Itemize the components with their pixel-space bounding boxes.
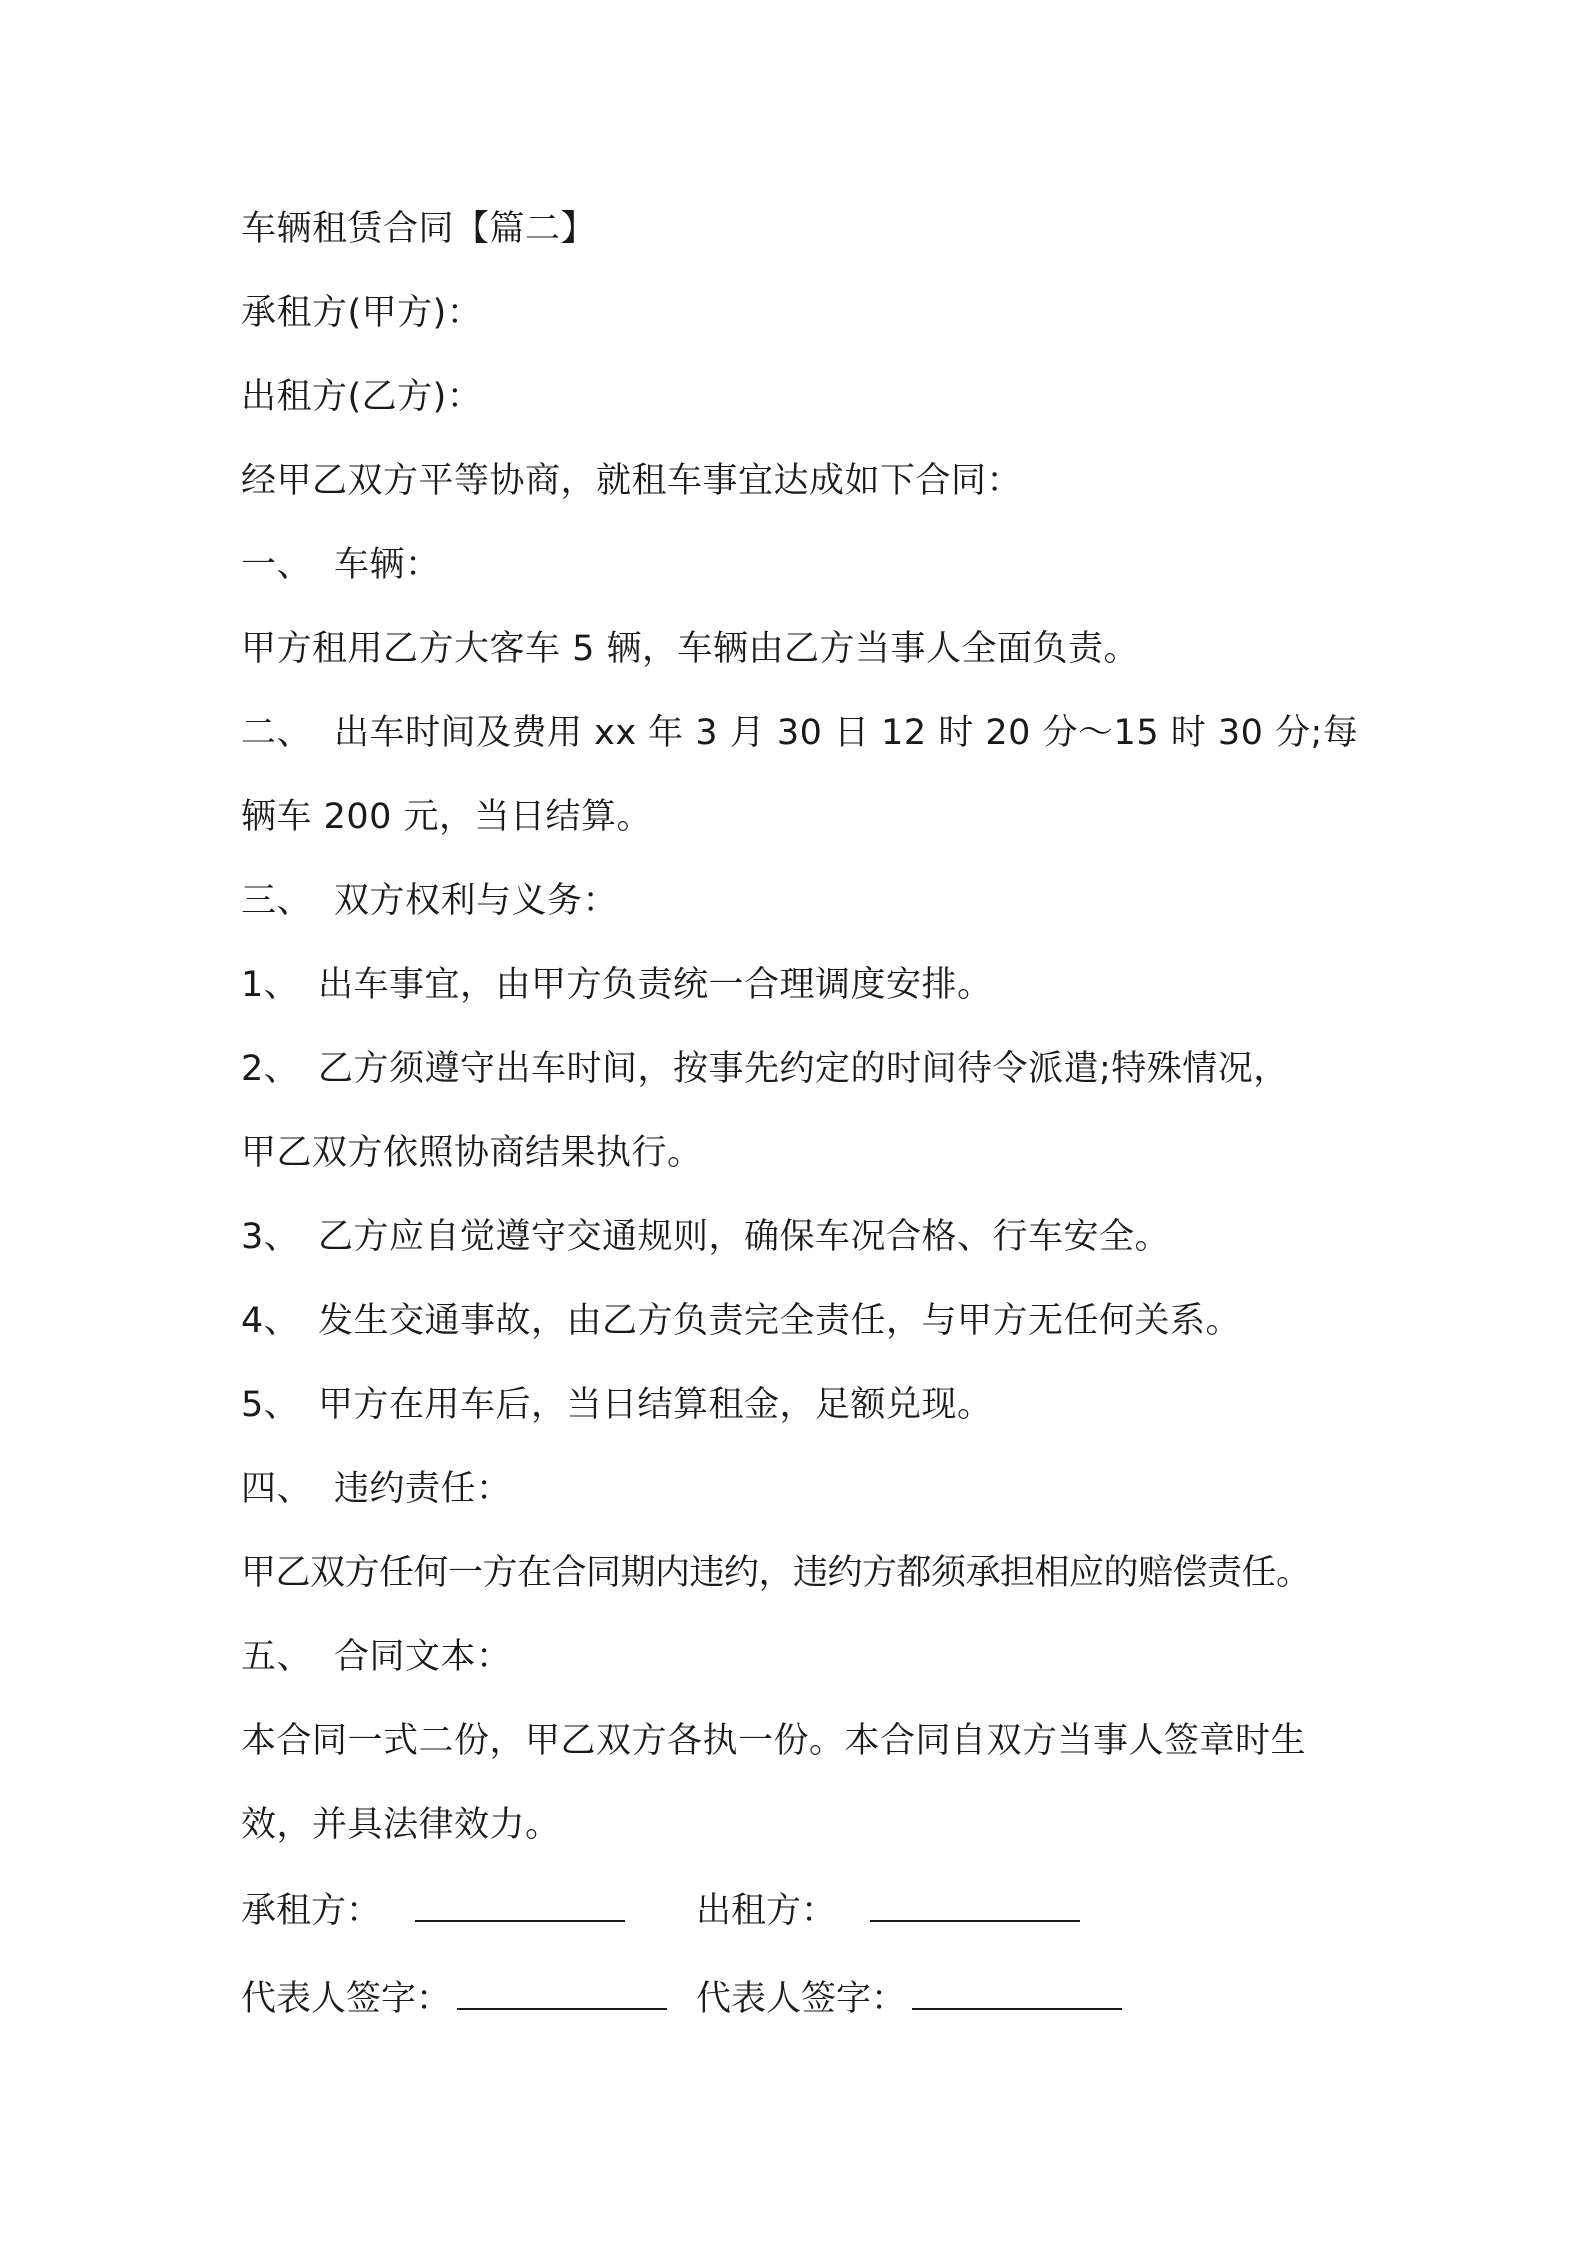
section-2-number: 二、 — [241, 713, 313, 753]
section-2-heading — [241, 710, 1358, 756]
item-4-number: 4、 — [241, 1301, 300, 1341]
item-2-number: 2、 — [241, 1049, 300, 1089]
lessee-blank[interactable] — [415, 1886, 625, 1922]
list-item — [241, 1214, 1170, 1260]
document-title: 车辆租赁合同【篇二】 — [241, 209, 597, 249]
item-4-text: 发生交通事故，由乙方负责完全责任，与甲方无任何关系。 — [318, 1301, 1242, 1341]
list-item — [241, 1298, 1241, 1344]
lessor-label: 出租方： — [696, 1891, 837, 1931]
section-3-title: 双方权利与义务： — [334, 881, 619, 921]
lessee-rep-signature — [241, 1974, 667, 2022]
intro-paragraph: 经甲乙双方平等协商，就租车事宜达成如下合同： — [241, 461, 1023, 501]
section-1-title: 车辆： — [334, 545, 441, 585]
item-5-text: 甲方在用车后，当日结算租金，足额兑现。 — [318, 1385, 993, 1425]
section-5-title: 合同文本： — [334, 1637, 512, 1677]
lessee-rep-blank[interactable] — [457, 1974, 667, 2010]
lessor-rep-label: 代表人签字： — [696, 1979, 907, 2019]
item-3-text: 乙方应自觉遵守交通规则，确保车况合格、行车安全。 — [318, 1217, 1171, 1257]
lessee-line: 承租方(甲方)： — [241, 293, 483, 333]
section-4-title: 违约责任： — [334, 1469, 512, 1509]
item-1-text: 出车事宜，由甲方负责统一合理调度安排。 — [318, 965, 993, 1005]
section-1-text: 甲方租用乙方大客车 5 辆，车辆由乙方当事人全面负责。 — [241, 629, 1140, 669]
section-2-continuation: 辆车 200 元，当日结算。 — [241, 797, 653, 837]
section-4-number: 四、 — [241, 1469, 313, 1509]
lessor-rep-signature — [696, 1974, 1122, 2022]
lessor-line: 出租方(乙方)： — [241, 377, 483, 417]
lessor-blank[interactable] — [870, 1886, 1080, 1922]
list-item — [241, 1382, 993, 1428]
section-3-heading — [241, 878, 618, 924]
section-4-heading — [241, 1466, 512, 1512]
item-1-number: 1、 — [241, 965, 300, 1005]
section-5-continuation: 效，并具法律效力。 — [241, 1805, 561, 1845]
lessee-signature — [241, 1886, 625, 1934]
item-2-text: 乙方须遵守出车时间，按事先约定的时间待令派遣;特殊情况， — [318, 1049, 1289, 1089]
section-3-number: 三、 — [241, 881, 313, 921]
section-1-heading — [241, 542, 441, 588]
lessee-rep-label: 代表人签字： — [241, 1979, 452, 2019]
lessee-label: 承租方： — [241, 1891, 382, 1931]
item-3-number: 3、 — [241, 1217, 300, 1257]
lessor-rep-blank[interactable] — [912, 1974, 1122, 2010]
section-4-text: 甲乙双方任何一方在合同期内违约，违约方都须承担相应的赔偿责任。 — [241, 1553, 1311, 1593]
section-1-number: 一、 — [241, 545, 313, 585]
section-5-heading — [241, 1634, 512, 1680]
section-2-title: 出车时间及费用 xx 年 3 月 30 日 12 时 20 分～15 时 30 分;每 — [334, 713, 1359, 753]
list-item — [241, 962, 993, 1008]
list-item — [241, 1046, 1289, 1092]
item-2-continuation: 甲乙双方依照协商结果执行。 — [241, 1133, 703, 1173]
lessor-signature — [696, 1886, 1080, 1934]
section-5-number: 五、 — [241, 1637, 313, 1677]
section-5-text: 本合同一式二份，甲乙双方各执一份。本合同自双方当事人签章时生 — [241, 1721, 1307, 1761]
item-5-number: 5、 — [241, 1385, 300, 1425]
